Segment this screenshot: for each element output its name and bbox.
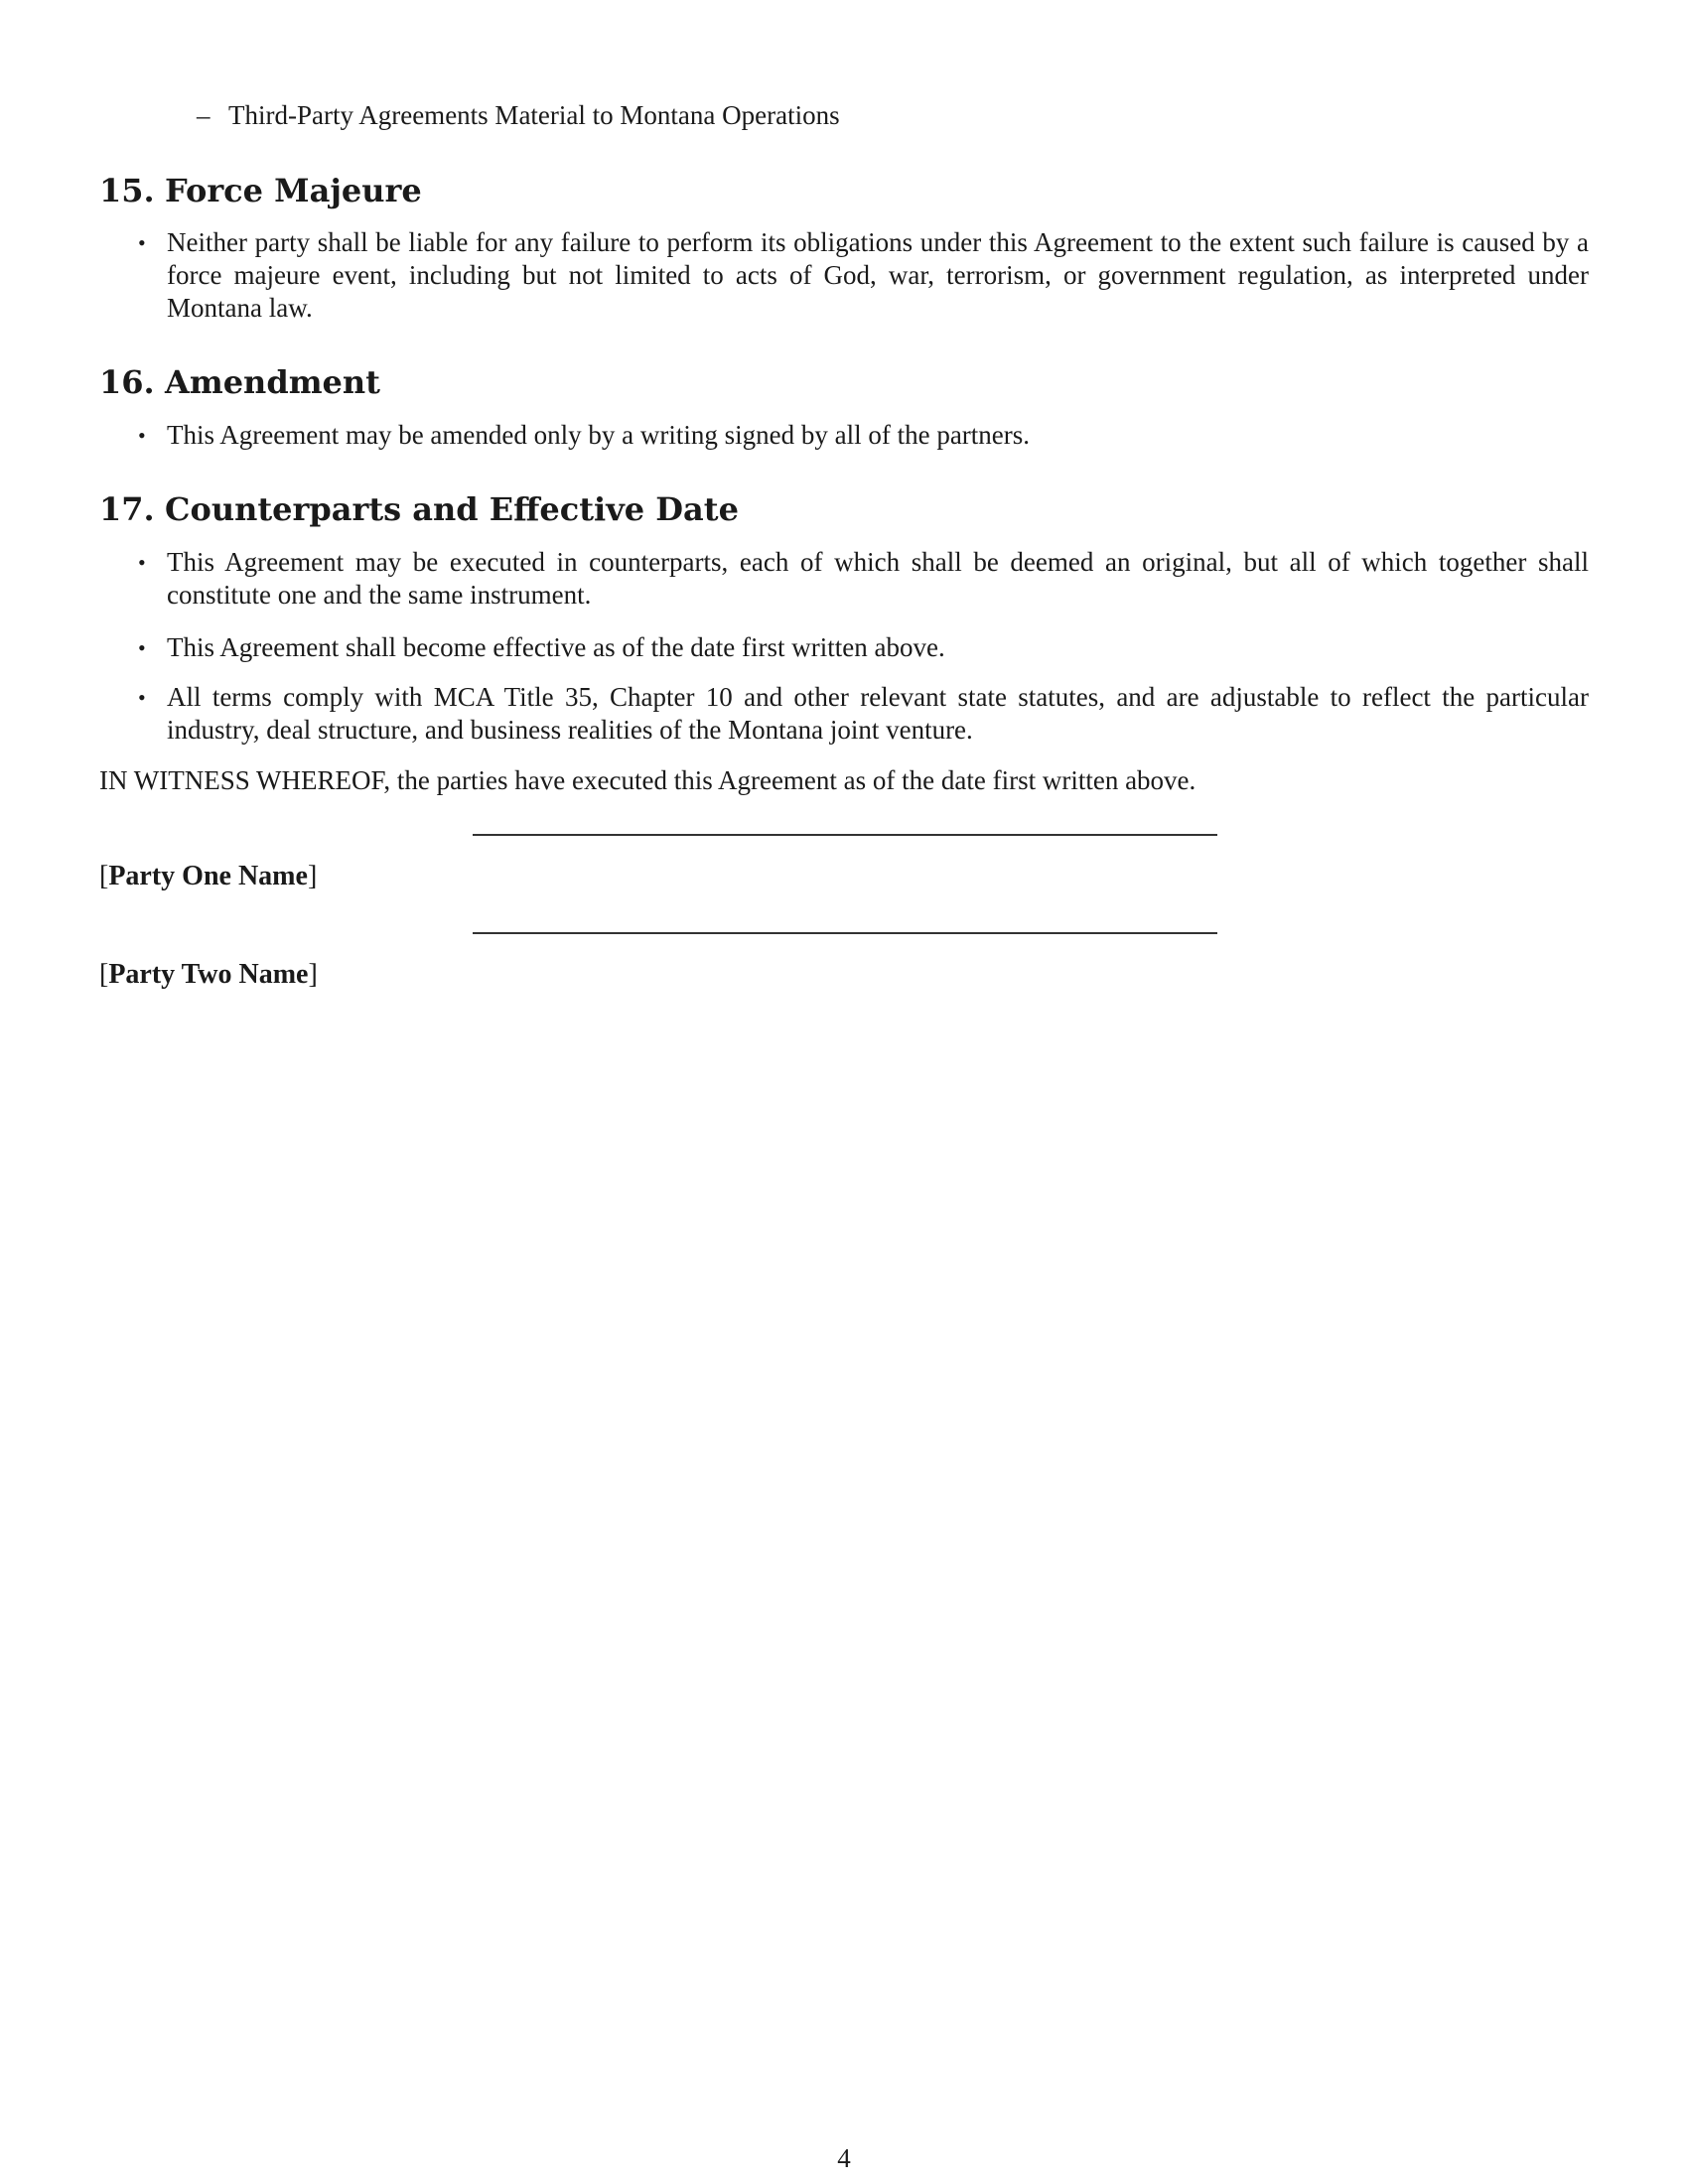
list-item-text: Neither party shall be liable for any failure to perform its obligations under this Agreement to the extent such failure is caused by a force majeure event, including but not limited to acts of God, war, terrorism, or government regulation, as interpreted under Montana law. [167, 227, 1589, 323]
signatory-name: Party Two Name [108, 959, 309, 990]
bullet-icon: • [138, 550, 146, 575]
list-item [138, 419, 1589, 452]
close-bracket: ] [307, 861, 318, 891]
page-number: 4 [837, 2143, 851, 2173]
section-heading-force-majeure [99, 171, 422, 210]
list-item-text: This Agreement may be executed in counterparts, each of which shall be deemed an original, but all of which together shall constitute one and the same instrument. [167, 547, 1589, 610]
sub-list-item [197, 99, 1487, 132]
bullet-icon: • [138, 230, 146, 255]
signature-line-party-two [473, 932, 1217, 934]
section-title: Force Majeure [165, 172, 422, 209]
sub-list-item-text: Third-Party Agreements Material to Montana Operations [228, 100, 840, 130]
section-title: Amendment [165, 363, 380, 401]
list-item [138, 546, 1589, 612]
section-number: 15. [99, 172, 155, 209]
section-heading-counterparts [99, 489, 739, 529]
witness-clause: IN WITNESS WHEREOF, the parties have executed this Agreement as of the date first written above. [99, 765, 1196, 795]
signature-line-party-one [473, 834, 1217, 836]
section-heading-amendment [99, 362, 380, 402]
list-item-text: This Agreement shall become effective as of the date first written above. [167, 632, 945, 662]
section-number: 16. [99, 363, 155, 401]
bullet-icon: • [138, 635, 146, 660]
open-bracket: [ [99, 861, 109, 891]
signatory-party-one [99, 860, 317, 893]
close-bracket: ] [308, 959, 318, 990]
list-item [138, 226, 1589, 325]
list-item-text: This Agreement may be amended only by a writing signed by all of the partners. [167, 420, 1031, 450]
section-title: Counterparts and Effective Date [165, 490, 739, 528]
bullet-icon: • [138, 423, 146, 448]
bullet-icon: • [138, 685, 146, 710]
signatory-name: Party One Name [108, 861, 308, 891]
signatory-party-two [99, 958, 318, 992]
open-bracket: [ [99, 959, 109, 990]
section-number: 17. [99, 490, 155, 528]
list-item [138, 681, 1589, 747]
list-item [138, 631, 1589, 664]
dash-icon: – [197, 100, 211, 130]
list-item-text: All terms comply with MCA Title 35, Chapter 10 and other relevant state statutes, and are adjustable to reflect the particular industry, deal structure, and business realities of the Montana joint venture. [167, 682, 1589, 745]
